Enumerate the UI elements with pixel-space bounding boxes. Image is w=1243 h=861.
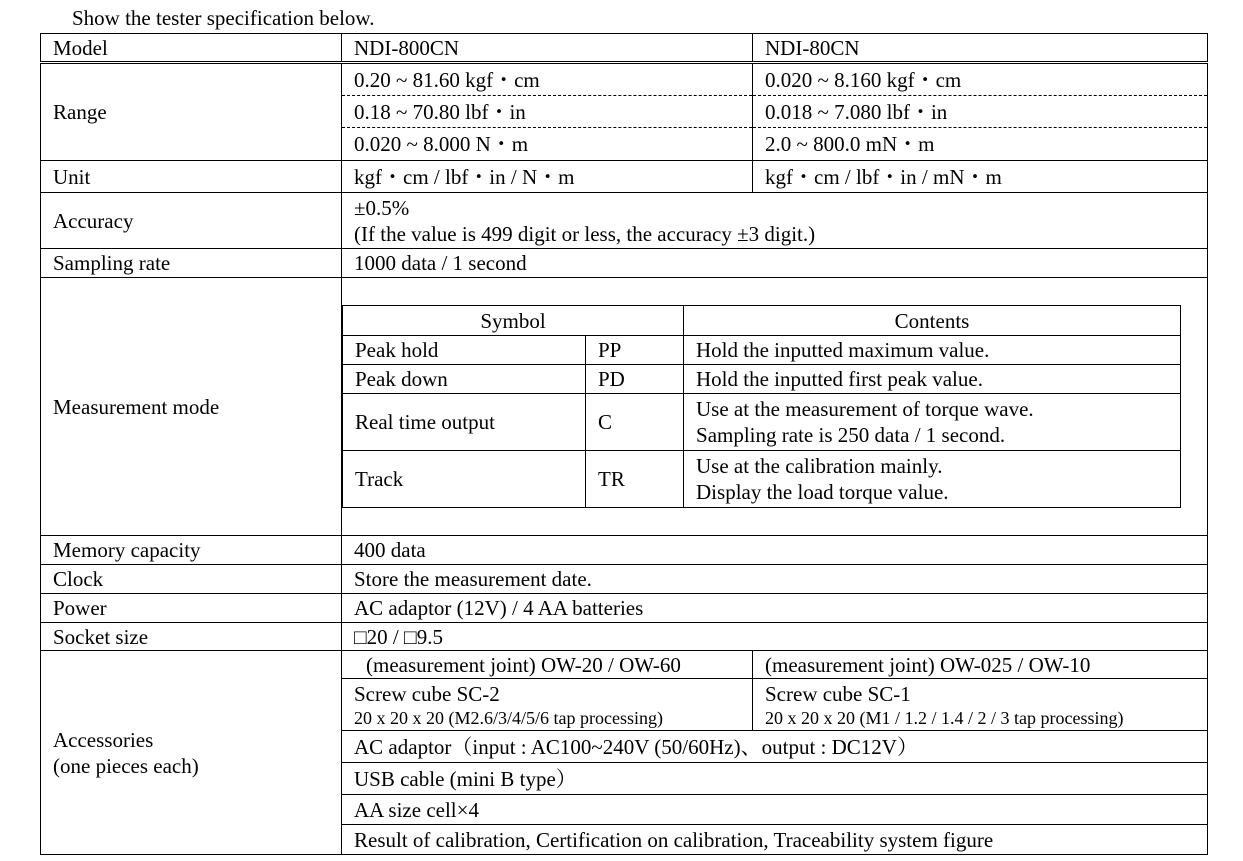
range-a-3: 0.020 ~ 8.000 N・m [342,128,753,161]
docs-value: Result of calibration, Certification on calibration, Traceability system figure [342,825,1208,855]
accuracy-label: Accuracy [41,193,342,249]
mode-desc: Hold the inputted first peak value. [684,365,1181,394]
mode-name: Peak down [343,365,586,394]
accuracy-value [342,193,1208,249]
cube-b-title: Screw cube SC-1 [765,681,911,706]
socket-label: Socket size [41,623,342,651]
power-label: Power [41,594,342,623]
mode-header-row [343,306,1181,336]
sampling-value: 1000 data / 1 second [342,249,1208,278]
range-label: Range [41,63,342,161]
range-b-3: 2.0 ~ 800.0 mN・m [753,128,1208,161]
model-b: NDI-80CN [753,34,1208,63]
cube-a-detail: 20 x 20 x 20 (M2.6/3/4/5/6 tap processing) [354,707,663,728]
mode-code: PD [586,365,684,394]
accuracy-line-2: (If the value is 499 digit or less, the accuracy ±3 digit.) [354,221,816,246]
accessories-label [41,651,342,855]
measurement-cell [342,278,1208,536]
mode-row [343,394,1181,451]
mode-row [343,451,1181,508]
memory-value: 400 data [342,536,1208,565]
measurement-row [41,278,1208,536]
mode-table [342,305,1181,508]
accessories-row-joint [41,651,1208,679]
model-a: NDI-800CN [342,34,753,63]
mode-desc-line-1: Use at the measurement of torque wave. [696,397,1034,421]
clock-row [41,565,1208,594]
unit-label: Unit [41,161,342,193]
mode-desc-line-1: Use at the calibration mainly. [696,454,943,478]
mode-name: Real time output [343,394,586,451]
socket-row [41,623,1208,651]
cell-value: AA size cell×4 [342,795,1208,825]
clock-label: Clock [41,565,342,594]
power-value: AC adaptor (12V) / 4 AA batteries [342,594,1208,623]
mode-desc-line-2: Sampling rate is 250 data / 1 second. [696,423,1006,447]
mode-code: C [586,394,684,451]
cube-b [753,679,1208,731]
cube-a [342,679,753,731]
accuracy-line-1: ±0.5% [354,195,410,220]
cube-a-title: Screw cube SC-2 [354,681,500,706]
unit-b: kgf・cm / lbf・in / mN・m [753,161,1208,193]
model-row [41,34,1208,63]
mode-desc [684,451,1181,508]
range-b-1: 0.020 ~ 8.160 kgf・cm [753,63,1208,96]
mode-header-contents: Contents [684,306,1181,336]
socket-value: □20 / □9.5 [342,623,1208,651]
model-label: Model [41,34,342,63]
adaptor-value: AC adaptor（input : AC100~240V (50/60Hz)、output : DC12V） [342,731,1208,763]
sampling-label: Sampling rate [41,249,342,278]
mode-name: Peak hold [343,336,586,365]
range-row-1 [41,63,1208,96]
mode-code: PP [586,336,684,365]
mode-code: TR [586,451,684,508]
sampling-row [41,249,1208,278]
mode-row [343,365,1181,394]
range-a-1: 0.20 ~ 81.60 kgf・cm [342,63,753,96]
measurement-label: Measurement mode [41,278,342,536]
mode-desc [684,394,1181,451]
range-b-2: 0.018 ~ 7.080 lbf・in [753,96,1208,128]
intro-text: Show the tester specification below. [72,6,375,30]
spec-table [40,33,1208,855]
clock-value: Store the measurement date. [342,565,1208,594]
memory-label: Memory capacity [41,536,342,565]
mode-header-symbol: Symbol [343,306,684,336]
mode-row [343,336,1181,365]
accessories-label-line-1: Accessories [53,727,154,752]
accessories-label-line-2: (one pieces each) [53,753,199,778]
mode-desc-line-2: Display the load torque value. [696,480,949,504]
usb-value: USB cable (mini B type） [342,763,1208,795]
accuracy-row [41,193,1208,249]
joint-b: (measurement joint) OW-025 / OW-10 [753,651,1208,679]
range-a-2: 0.18 ~ 70.80 lbf・in [342,96,753,128]
mode-name: Track [343,451,586,508]
mode-desc: Hold the inputted maximum value. [684,336,1181,365]
memory-row [41,536,1208,565]
unit-a: kgf・cm / lbf・in / N・m [342,161,753,193]
unit-row [41,161,1208,193]
power-row [41,594,1208,623]
cube-b-detail: 20 x 20 x 20 (M1 / 1.2 / 1.4 / 2 / 3 tap processing) [765,707,1124,728]
joint-a: (measurement joint) OW-20 / OW-60 [342,651,753,679]
